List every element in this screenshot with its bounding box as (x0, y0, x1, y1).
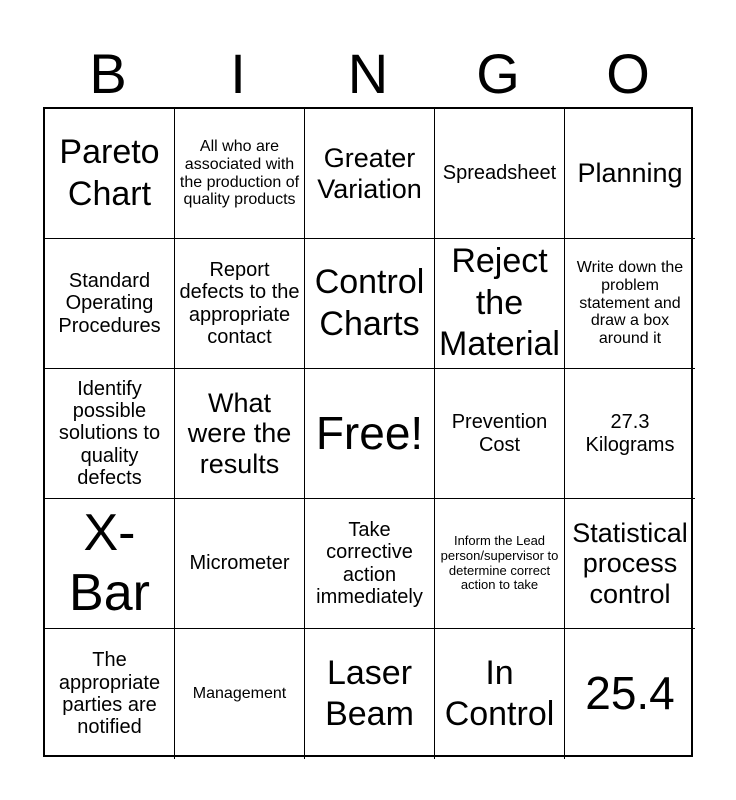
bingo-cell: Control Charts (305, 239, 435, 369)
bingo-cell: Statistical process control (565, 499, 695, 629)
bingo-cell: Inform the Lead person/supervisor to determine correct action to take (435, 499, 565, 629)
header-letter-g: G (476, 42, 520, 105)
bingo-cell: Reject the Material (435, 239, 565, 369)
bingo-cell: What were the results (175, 369, 305, 499)
bingo-cell-free: Free! (305, 369, 435, 499)
header-letter-i: I (230, 42, 246, 105)
bingo-cell: Greater Variation (305, 109, 435, 239)
bingo-cell: Laser Beam (305, 629, 435, 759)
bingo-cell: All who are associated with the production of quality products (175, 109, 305, 239)
bingo-cell: Spreadsheet (435, 109, 565, 239)
bingo-cell: Pareto Chart (45, 109, 175, 239)
bingo-grid (43, 107, 693, 757)
header-letter-o: O (606, 42, 650, 105)
bingo-cell: Standard Operating Procedures (45, 239, 175, 369)
bingo-cell: Report defects to the appropriate contact (175, 239, 305, 369)
bingo-cell: 27.3 Kilograms (565, 369, 695, 499)
header-letter-n: N (347, 42, 389, 105)
bingo-cell: 25.4 (585, 667, 675, 720)
bingo-cell: The appropriate parties are notified (45, 629, 175, 759)
header-letter-b: B (89, 42, 127, 105)
bingo-cell: In Control (435, 629, 565, 759)
bingo-header (43, 42, 693, 106)
bingo-cell: X-Bar (45, 499, 175, 629)
bingo-cell: Management (175, 629, 305, 759)
bingo-cell: Micrometer (175, 499, 305, 629)
bingo-cell: Take corrective action immediately (305, 499, 435, 629)
bingo-cell: Identify possible solutions to quality defects (45, 369, 175, 499)
bingo-cell: Planning (565, 109, 695, 239)
bingo-cell: Write down the problem statement and draw a box around it (565, 239, 695, 369)
bingo-cell: Prevention Cost (435, 369, 565, 499)
